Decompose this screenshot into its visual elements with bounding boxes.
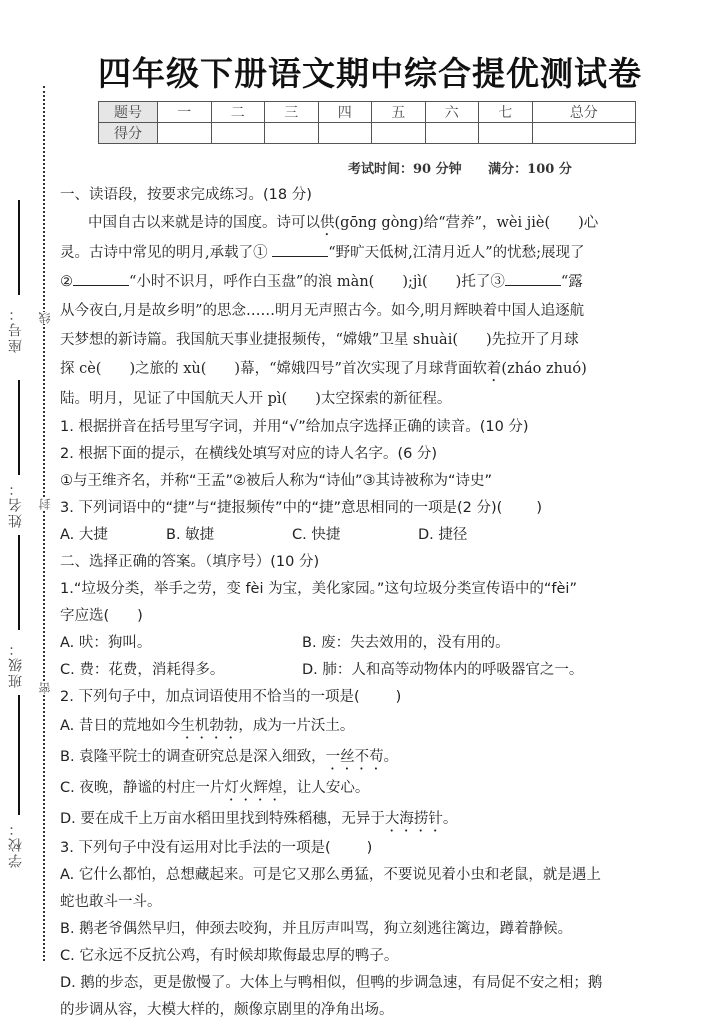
cut-mark-feng: 封 — [38, 498, 52, 510]
text: D. 要在成千上万亩水稻田里找到特殊稻穗，无异于 — [60, 811, 385, 827]
section1-question-2-hints: ①与王维齐名，并称“王孟”②被后人称为“诗仙”③其诗被称为“诗史” — [60, 473, 493, 489]
cut-mark-mi: 密 — [38, 682, 52, 694]
text: 2. 下列句子中，加点词语使用不恰当的一项是( — [60, 689, 360, 705]
cut-line — [43, 86, 45, 961]
section2-q3-option-a-cont: 蛇也敢斗一斗。 — [60, 894, 162, 910]
section2-q2-option-b — [60, 742, 685, 773]
text: )太空探索的新征程。 — [315, 391, 452, 407]
text: 3. 下列句子中没有运用对比手法的一项是( — [60, 840, 331, 856]
section2-q2-option-c — [60, 773, 685, 804]
passage-line: 从今夜白,月是故乡明”的思念……明月无声照古今。如今,明月辉映着中国人追逐航 — [60, 303, 585, 319]
passage-line — [60, 326, 685, 355]
section1-question-1: 1. 根据拼音在括号里写字词，并用“√”给加点字选择正确的读音。(10 分) — [60, 419, 529, 435]
section1-question-2: 2. 根据下面的提示，在横线处填写对应的诗人名字。(6 分) — [60, 446, 438, 462]
text: 探 cè( — [60, 361, 102, 377]
option-c: C. 费：花费，消耗得多。 — [60, 662, 225, 678]
text: ) — [536, 500, 542, 516]
text: (zháo zhuó) — [501, 361, 587, 377]
score-cell[interactable] — [425, 123, 479, 144]
dotted-char: 着 — [486, 361, 502, 377]
text: 陆。明月，见证了中国航天人开 pì( — [60, 391, 288, 407]
school-blank[interactable] — [18, 695, 20, 815]
section2-question-1: 1.“垃圾分类，举手之劳，变 fèi 为宝，美化家园。”这句垃圾分类宣传语中的“fèi” — [60, 581, 577, 597]
col-total: 总分 — [532, 102, 636, 123]
dotted-phrase: 大海捞针 — [384, 811, 443, 827]
header-label: 题号 — [99, 102, 158, 123]
text: B. 袁隆平院士的调查研究总是深入细致， — [60, 749, 326, 765]
score-cell[interactable] — [372, 123, 426, 144]
section2-heading: 二、选择正确的答案。（填序号）(10 分) — [60, 554, 320, 570]
col-1: 一 — [158, 102, 212, 123]
col-4: 四 — [318, 102, 372, 123]
section2-q3-option-d: D. 鹅的步态，更是傲慢了。大体上与鸭相似，但鸭的步调急速，有局促不安之相；鹅 — [60, 975, 603, 991]
dotted-phrase: 一丝不苟 — [325, 749, 384, 765]
option-d: D. 捷径 — [418, 527, 468, 543]
score-cell[interactable] — [479, 123, 533, 144]
dotted-char: 供 — [320, 215, 335, 231]
passage-line — [60, 355, 685, 385]
text: ，让人安心。 — [282, 780, 370, 796]
section2-question-2 — [60, 684, 685, 711]
exam-info — [348, 158, 594, 177]
fill-line-3[interactable] — [505, 271, 561, 286]
text: ) — [366, 840, 373, 856]
text: )心 — [578, 215, 599, 231]
section2-q1-options-row2 — [60, 657, 685, 684]
option-a: A. 吠：狗叫。 — [60, 635, 152, 651]
score-cell[interactable] — [318, 123, 372, 144]
section2-question-1-cont — [60, 603, 685, 630]
score-table — [98, 101, 636, 144]
score-cell[interactable] — [265, 123, 319, 144]
col-5: 五 — [372, 102, 426, 123]
section1-q3-options — [60, 522, 685, 549]
text: )之旅的 xù( — [129, 361, 207, 377]
score-cell[interactable] — [211, 123, 265, 144]
section2-q3-option-b: B. 鹅老爷偶然早归，伸颈去咬狗，并且厉声叫骂，狗立刻逃往篱边，蹲着静候。 — [60, 921, 573, 937]
text: ) — [137, 608, 143, 624]
score-cell-total[interactable] — [532, 123, 636, 144]
section2-q3-option-a: A. 它什么都怕，总想藏起来。可是它又那么勇猛，不要说见着小虫和老鼠，就是遇上 — [60, 867, 601, 883]
passage-line — [60, 268, 685, 297]
section1-passage — [60, 209, 685, 414]
option-c: C. 快捷 — [292, 527, 341, 543]
text: );jì( — [402, 274, 428, 290]
class-blank[interactable] — [18, 535, 20, 630]
text: )幕，“嫦娥四号”首次实现了月球背面软 — [234, 361, 487, 377]
text: 中国自古以来就是诗的国度。诗可以 — [88, 215, 320, 231]
col-7: 七 — [479, 102, 533, 123]
text: (gōng gòng)给“营养”，wèi jiè( — [334, 215, 551, 231]
section1-heading: 一、读语段，按要求完成练习。(18 分) — [60, 187, 312, 203]
text: ) — [395, 689, 402, 705]
score-cell[interactable] — [158, 123, 212, 144]
section2-q3-option-c: C. 它永远不反抗公鸡，有时候却欺侮最忠厚的鸭子。 — [60, 948, 399, 964]
page-title: 四年级下册语文期中综合提优测试卷 — [98, 54, 642, 93]
text: “小时不识月，呼作白玉盘”的浪 màn( — [129, 274, 375, 290]
dotted-phrase: 灯火辉煌 — [224, 780, 283, 796]
text: C. 夜晚，静谧的村庄一片 — [60, 780, 225, 796]
text: ② — [60, 274, 73, 290]
exam-time: 考试时间：90 分钟 — [348, 162, 462, 177]
text: )先拉开了月球 — [486, 332, 579, 348]
col-3: 三 — [265, 102, 319, 123]
text: 灵。古诗中常见的明月,承载了① — [60, 245, 268, 261]
name-label: 姓名： — [8, 480, 24, 528]
passage-line — [60, 385, 685, 414]
text: 。 — [383, 749, 399, 765]
col-6: 六 — [425, 102, 479, 123]
exam-full-score: 满分：100 分 — [488, 162, 572, 177]
section2-q1-options-row1 — [60, 630, 685, 657]
section2-q2-option-a — [60, 711, 685, 742]
text: 字应选( — [60, 608, 110, 624]
seat-blank[interactable] — [18, 200, 20, 295]
dotted-phrase: 生机勃勃 — [180, 718, 239, 734]
section2-q2-option-d — [60, 804, 685, 835]
option-d: D. 肺：人和高等动物体内的呼吸器官之一。 — [302, 662, 584, 678]
seat-label: 座号： — [8, 305, 24, 353]
option-b: B. 敏捷 — [166, 527, 215, 543]
score-label: 得分 — [99, 123, 158, 144]
section2-question-3 — [60, 835, 685, 862]
text: 3. 下列词语中的“捷”与“捷报频传”中的“捷”意思相同的一项是(2 分)( — [60, 500, 503, 516]
text: “露 — [560, 274, 583, 290]
fill-line-1[interactable] — [272, 242, 328, 257]
section2-q3-option-d-cont: 的步调从容，大模大样的，颇像京剧里的净角出场。 — [60, 1002, 394, 1018]
text: “野旷天低树,江清月近人”的忧愁;展现了 — [328, 245, 585, 261]
name-blank[interactable] — [18, 380, 20, 475]
section1-question-3 — [60, 495, 685, 522]
text: 天梦想的新诗篇。我国航天事业捷报频传，“嫦娥”卫星 shuài( — [60, 332, 458, 348]
binding-margin — [0, 0, 60, 1024]
option-a: A. 大捷 — [60, 527, 108, 543]
col-2: 二 — [211, 102, 265, 123]
class-label: 班级： — [8, 640, 24, 688]
passage-line — [60, 209, 685, 239]
option-b: B. 废：失去效用的，没有用的。 — [302, 635, 510, 651]
text: 。 — [442, 811, 458, 827]
score-table-header-row — [99, 102, 636, 123]
fill-line-2[interactable] — [73, 271, 129, 286]
text: ，成为一片沃土。 — [238, 718, 355, 734]
exam-content — [60, 182, 685, 1024]
text: A. 昔日的荒地如今 — [60, 718, 181, 734]
school-label: 学校： — [8, 820, 24, 868]
cut-mark-xian: 线 — [38, 312, 52, 324]
text: )托了③ — [455, 274, 505, 290]
passage-line — [60, 239, 685, 268]
score-table-score-row — [99, 123, 636, 144]
